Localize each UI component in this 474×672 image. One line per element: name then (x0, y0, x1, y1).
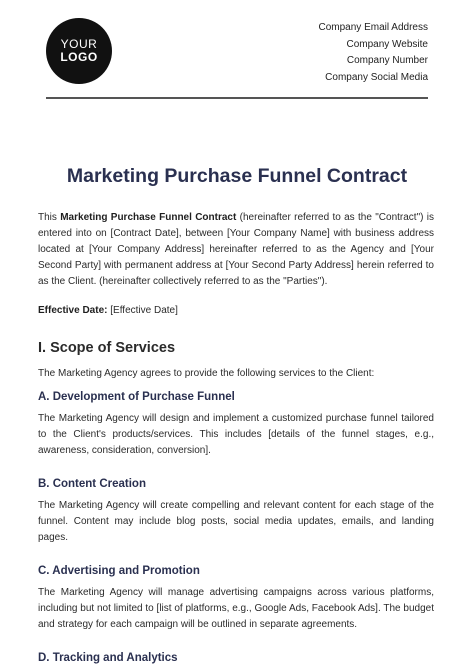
intro-text-start: This (38, 212, 61, 223)
company-info (319, 20, 429, 86)
company-logo (46, 18, 112, 84)
logo-text-line1: YOUR (60, 37, 98, 52)
document-body (38, 210, 434, 672)
section-heading-scope: I. Scope of Services (38, 340, 176, 356)
subsection-body-a: The Marketing Agency will design and implement a customized purchase funnel tailored to the Client's products/services. This includes [details of the funnel stages, e.g., awareness, consideration, conversion]. (38, 413, 434, 456)
effective-date-label: Effective Date: (38, 305, 108, 316)
company-social-media: Company Social Media (325, 71, 428, 83)
subsection-heading-d: D. Tracking and Analytics (38, 652, 178, 664)
intro-paragraph (38, 210, 434, 290)
section-description: The Marketing Agency agrees to provide the following services to the Client: (38, 368, 375, 379)
intro-contract-name: Marketing Purchase Funnel Contract (60, 212, 237, 223)
company-email: Company Email Address (318, 22, 428, 33)
document-title: Marketing Purchase Funnel Contract (66, 165, 408, 187)
subsection-heading-a: A. Development of Purchase Funnel (38, 391, 235, 403)
effective-date (38, 303, 434, 319)
subsection-heading-b: B. Content Creation (38, 478, 146, 490)
subsection-body-b: The Marketing Agency will create compelling and relevant content for each stage of the funnel. Content may include blog posts, social media updates, emails, and landing pages. (38, 500, 434, 543)
header-divider (46, 97, 428, 99)
subsection-heading-c: C. Advertising and Promotion (38, 565, 200, 577)
subsection-body-c: The Marketing Agency will manage advertising campaigns across various platforms, including but not limited to [list of platforms, e.g., Google Ads, Facebook Ads]. The budget and strategy for each campaign will be outlined in separate agreements. (38, 587, 434, 630)
effective-date-value: [Effective Date] (107, 305, 178, 316)
intro-text-rest: (hereinafter referred to as the "Contract") is entered into on [Contract Date], between [Your Company Name] with business address located at [Your Company Address] hereinafter referred to as the Agency and [Your Second Party] with permanent address at [Your Second Party Address] herein referred to as the Client. (hereinafter collectively referred to as the "Parties"). (38, 212, 434, 287)
company-website: Company Website (346, 38, 428, 50)
logo-text-line2: LOGO (60, 50, 98, 64)
company-number: Company Number (346, 55, 428, 66)
